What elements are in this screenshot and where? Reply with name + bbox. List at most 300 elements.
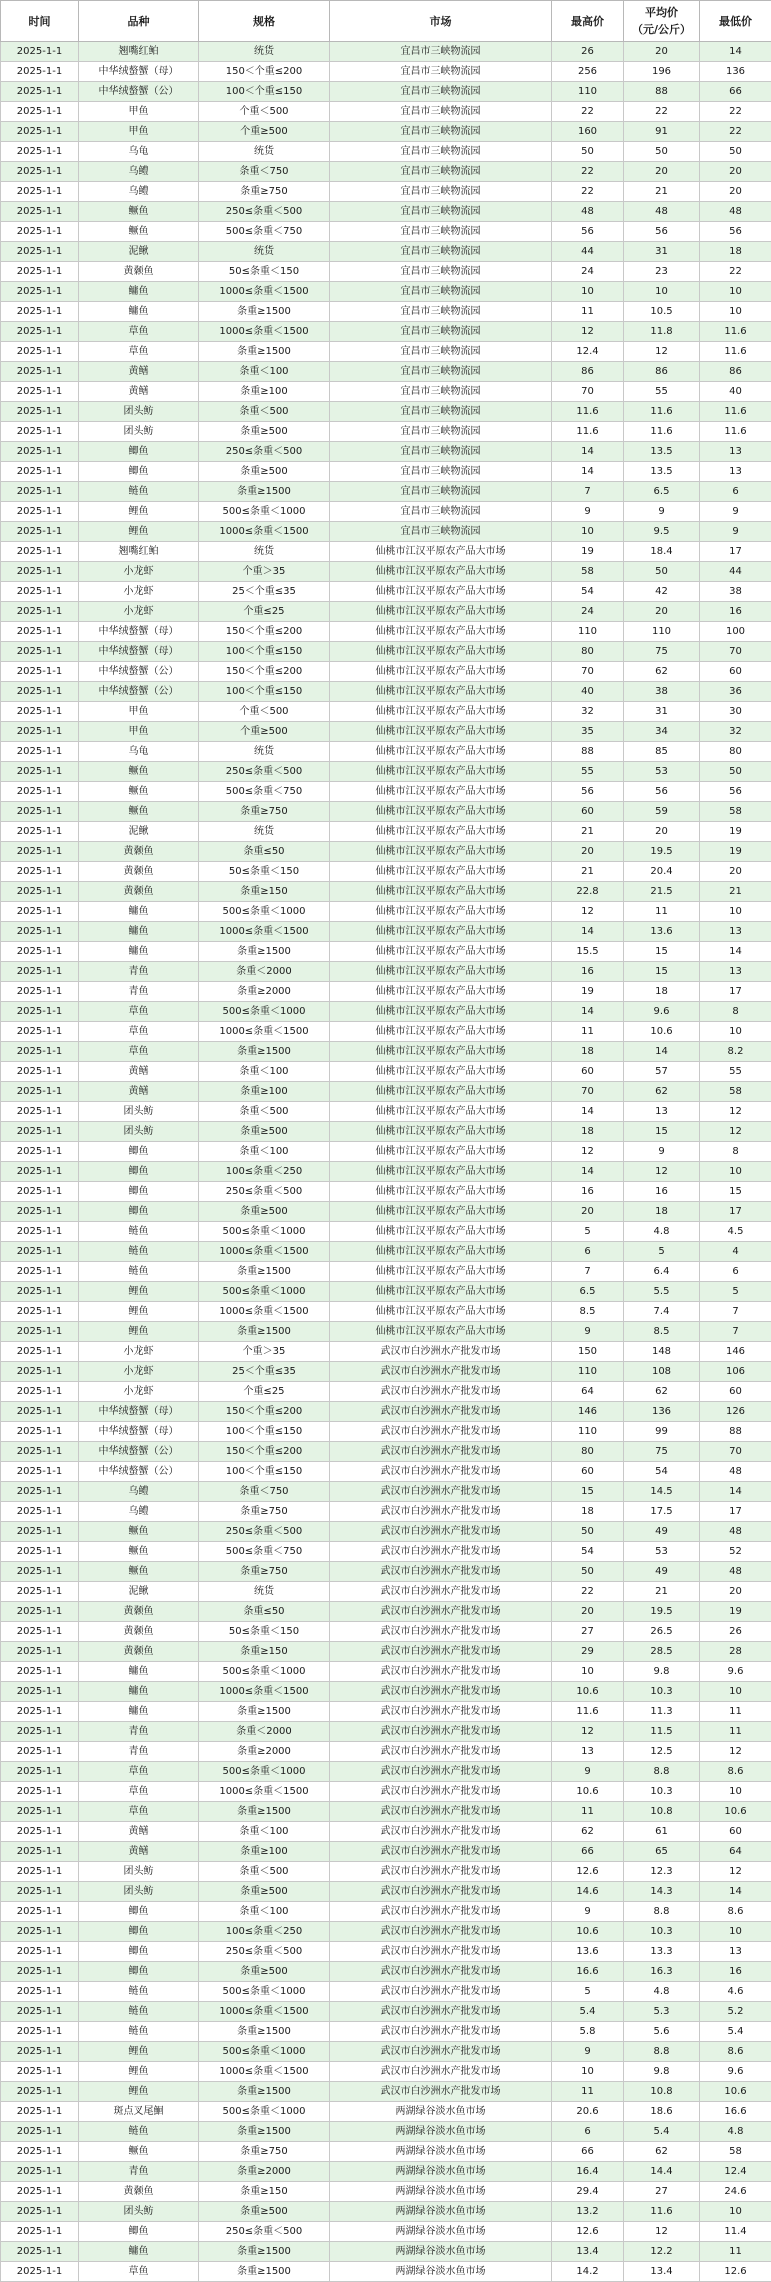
cell-max-price: 21 [552,862,624,882]
cell-time: 2025-1-1 [1,1322,79,1342]
cell-min-price: 60 [700,1382,771,1402]
cell-market: 仙桃市江汉平原农产品大市场 [330,662,552,682]
cell-spec: 条重≥1500 [199,342,330,362]
cell-avg-price: 136 [624,1402,700,1422]
cell-avg-price: 22 [624,102,700,122]
cell-min-price: 106 [700,1362,771,1382]
cell-variety: 小龙虾 [79,562,199,582]
cell-market: 仙桃市江汉平原农产品大市场 [330,1122,552,1142]
cell-avg-price: 18.6 [624,2102,700,2122]
cell-min-price: 4.5 [700,1222,771,1242]
cell-spec: 个重≤25 [199,602,330,622]
table-row [1,1382,771,1402]
cell-variety: 鲤鱼 [79,522,199,542]
cell-spec: 500≤条重＜1000 [199,2102,330,2122]
cell-market: 仙桃市江汉平原农产品大市场 [330,922,552,942]
cell-market: 仙桃市江汉平原农产品大市场 [330,902,552,922]
cell-variety: 鲤鱼 [79,2082,199,2102]
cell-variety: 黄鳝 [79,1062,199,1082]
cell-market: 宜昌市三峡物流园 [330,202,552,222]
cell-time: 2025-1-1 [1,2082,79,2102]
header-row [1,1,771,42]
cell-market: 仙桃市江汉平原农产品大市场 [330,1102,552,1122]
cell-spec: 个重＜500 [199,102,330,122]
cell-spec: 个重＞35 [199,562,330,582]
cell-spec: 500≤条重＜750 [199,222,330,242]
table-row [1,782,771,802]
cell-min-price: 17 [700,542,771,562]
cell-market: 宜昌市三峡物流园 [330,122,552,142]
cell-market: 仙桃市江汉平原农产品大市场 [330,622,552,642]
table-row [1,1082,771,1102]
cell-max-price: 66 [552,1842,624,1862]
cell-variety: 鲫鱼 [79,1942,199,1962]
cell-spec: 条重＜100 [199,1822,330,1842]
cell-avg-price: 4.8 [624,1222,700,1242]
cell-time: 2025-1-1 [1,1342,79,1362]
cell-market: 武汉市白沙洲水产批发市场 [330,1902,552,1922]
table-row [1,502,771,522]
cell-spec: 个重≥500 [199,122,330,142]
cell-spec: 25＜个重≤35 [199,582,330,602]
cell-min-price: 60 [700,1822,771,1842]
cell-max-price: 60 [552,802,624,822]
cell-avg-price: 50 [624,142,700,162]
cell-max-price: 27 [552,1622,624,1642]
cell-avg-price: 10.8 [624,1802,700,1822]
cell-variety: 鳙鱼 [79,1682,199,1702]
table-row [1,1122,771,1142]
cell-time: 2025-1-1 [1,1002,79,1022]
cell-variety: 鲢鱼 [79,482,199,502]
cell-max-price: 13.2 [552,2202,624,2222]
cell-market: 武汉市白沙洲水产批发市场 [330,1502,552,1522]
cell-variety: 鳜鱼 [79,2142,199,2162]
cell-avg-price: 12.3 [624,1862,700,1882]
cell-min-price: 17 [700,1202,771,1222]
cell-time: 2025-1-1 [1,442,79,462]
cell-time: 2025-1-1 [1,1622,79,1642]
table-row [1,462,771,482]
table-row [1,982,771,1002]
cell-time: 2025-1-1 [1,182,79,202]
table-row [1,2182,771,2202]
cell-avg-price: 62 [624,662,700,682]
cell-market: 武汉市白沙洲水产批发市场 [330,1802,552,1822]
table-row [1,322,771,342]
cell-market: 仙桃市江汉平原农产品大市场 [330,702,552,722]
cell-avg-price: 19.5 [624,1602,700,1622]
cell-avg-price: 11.6 [624,402,700,422]
cell-time: 2025-1-1 [1,922,79,942]
cell-avg-price: 23 [624,262,700,282]
cell-max-price: 6.5 [552,1282,624,1302]
cell-market: 仙桃市江汉平原农产品大市场 [330,982,552,1002]
cell-max-price: 150 [552,1342,624,1362]
cell-time: 2025-1-1 [1,1582,79,1602]
cell-variety: 草鱼 [79,1042,199,1062]
cell-time: 2025-1-1 [1,862,79,882]
cell-max-price: 5.8 [552,2022,624,2042]
cell-time: 2025-1-1 [1,1422,79,1442]
table-row [1,242,771,262]
cell-avg-price: 12.5 [624,1742,700,1762]
cell-spec: 条重≥1500 [199,1322,330,1342]
table-row [1,1262,771,1282]
table-row [1,1362,771,1382]
cell-max-price: 16.4 [552,2162,624,2182]
cell-min-price: 10 [700,1922,771,1942]
cell-spec: 条重≥1500 [199,302,330,322]
cell-max-price: 19 [552,982,624,1002]
table-row [1,2062,771,2082]
cell-min-price: 15 [700,1182,771,1202]
table-row [1,1882,771,1902]
cell-time: 2025-1-1 [1,682,79,702]
cell-avg-price: 11.5 [624,1722,700,1742]
cell-min-price: 66 [700,82,771,102]
table-row [1,222,771,242]
cell-avg-price: 11.6 [624,2202,700,2222]
cell-min-price: 18 [700,242,771,262]
cell-min-price: 5.4 [700,2022,771,2042]
cell-variety: 鳙鱼 [79,902,199,922]
cell-variety: 草鱼 [79,1022,199,1042]
cell-market: 仙桃市江汉平原农产品大市场 [330,822,552,842]
cell-market: 武汉市白沙洲水产批发市场 [330,1702,552,1722]
cell-max-price: 26 [552,42,624,62]
cell-variety: 鳙鱼 [79,942,199,962]
cell-avg-price: 6.4 [624,1262,700,1282]
cell-variety: 黄颡鱼 [79,2182,199,2202]
cell-max-price: 110 [552,82,624,102]
cell-time: 2025-1-1 [1,1742,79,1762]
cell-avg-price: 13.5 [624,462,700,482]
cell-avg-price: 14.5 [624,1482,700,1502]
cell-max-price: 14 [552,1002,624,1022]
table-row [1,762,771,782]
cell-time: 2025-1-1 [1,742,79,762]
cell-time: 2025-1-1 [1,1942,79,1962]
cell-spec: 150＜个重≤200 [199,62,330,82]
cell-min-price: 17 [700,1502,771,1522]
cell-min-price: 48 [700,1562,771,1582]
cell-variety: 草鱼 [79,322,199,342]
table-row [1,142,771,162]
cell-max-price: 55 [552,762,624,782]
cell-time: 2025-1-1 [1,1822,79,1842]
cell-min-price: 13 [700,442,771,462]
cell-avg-price: 7.4 [624,1302,700,1322]
cell-spec: 500≤条重＜1000 [199,1662,330,1682]
cell-variety: 泥鳅 [79,1582,199,1602]
cell-avg-price: 13.5 [624,442,700,462]
cell-variety: 中华绒螯蟹（母） [79,642,199,662]
table-row [1,1562,771,1582]
table-row [1,62,771,82]
cell-avg-price: 20 [624,42,700,62]
table-row [1,862,771,882]
table-row [1,122,771,142]
cell-min-price: 5 [700,1282,771,1302]
cell-max-price: 146 [552,1402,624,1422]
cell-time: 2025-1-1 [1,402,79,422]
cell-max-price: 11 [552,1802,624,1822]
table-row [1,1542,771,1562]
cell-min-price: 10 [700,1682,771,1702]
cell-avg-price: 13.6 [624,922,700,942]
table-row [1,902,771,922]
cell-variety: 乌龟 [79,142,199,162]
cell-avg-price: 5.4 [624,2122,700,2142]
cell-min-price: 10.6 [700,1802,771,1822]
cell-variety: 草鱼 [79,1762,199,1782]
cell-spec: 500≤条重＜1000 [199,1002,330,1022]
cell-variety: 鲢鱼 [79,2122,199,2142]
cell-avg-price: 65 [624,1842,700,1862]
cell-time: 2025-1-1 [1,2062,79,2082]
cell-spec: 1000≤条重＜1500 [199,1022,330,1042]
cell-min-price: 10 [700,2202,771,2222]
cell-time: 2025-1-1 [1,582,79,602]
cell-avg-price: 11.3 [624,1702,700,1722]
cell-market: 武汉市白沙洲水产批发市场 [330,1582,552,1602]
cell-spec: 条重≥1500 [199,2262,330,2282]
cell-min-price: 11.6 [700,402,771,422]
cell-market: 宜昌市三峡物流园 [330,422,552,442]
cell-spec: 1000≤条重＜1500 [199,282,330,302]
table-row [1,702,771,722]
cell-variety: 中华绒螯蟹（母） [79,1422,199,1442]
cell-market: 仙桃市江汉平原农产品大市场 [330,1222,552,1242]
cell-variety: 鲫鱼 [79,462,199,482]
table-row [1,482,771,502]
table-row [1,1462,771,1482]
cell-min-price: 13 [700,1942,771,1962]
cell-min-price: 48 [700,1522,771,1542]
cell-max-price: 58 [552,562,624,582]
cell-spec: 条重≤50 [199,842,330,862]
table-row [1,542,771,562]
cell-min-price: 8 [700,1002,771,1022]
cell-time: 2025-1-1 [1,762,79,782]
cell-max-price: 13.4 [552,2242,624,2262]
cell-max-price: 50 [552,142,624,162]
cell-avg-price: 14.3 [624,1882,700,1902]
cell-avg-price: 91 [624,122,700,142]
cell-min-price: 4.6 [700,1982,771,2002]
cell-market: 武汉市白沙洲水产批发市场 [330,1682,552,1702]
cell-market: 两湖绿谷淡水鱼市场 [330,2162,552,2182]
cell-time: 2025-1-1 [1,542,79,562]
cell-max-price: 40 [552,682,624,702]
cell-time: 2025-1-1 [1,1202,79,1222]
cell-time: 2025-1-1 [1,102,79,122]
table-row [1,722,771,742]
cell-min-price: 12.6 [700,2262,771,2282]
cell-variety: 草鱼 [79,1782,199,1802]
cell-variety: 黄颡鱼 [79,882,199,902]
cell-market: 宜昌市三峡物流园 [330,182,552,202]
cell-variety: 鳙鱼 [79,922,199,942]
cell-market: 仙桃市江汉平原农产品大市场 [330,882,552,902]
cell-spec: 条重≥750 [199,802,330,822]
cell-min-price: 19 [700,822,771,842]
cell-spec: 条重＜750 [199,162,330,182]
cell-market: 仙桃市江汉平原农产品大市场 [330,722,552,742]
table-row [1,1042,771,1062]
table-row [1,1162,771,1182]
cell-time: 2025-1-1 [1,282,79,302]
cell-variety: 鳜鱼 [79,782,199,802]
cell-max-price: 110 [552,622,624,642]
cell-min-price: 22 [700,102,771,122]
cell-min-price: 8.6 [700,1762,771,1782]
cell-time: 2025-1-1 [1,1022,79,1042]
cell-market: 武汉市白沙洲水产批发市场 [330,1382,552,1402]
cell-min-price: 16 [700,1962,771,1982]
cell-market: 武汉市白沙洲水产批发市场 [330,1962,552,1982]
cell-min-price: 86 [700,362,771,382]
cell-avg-price: 31 [624,242,700,262]
cell-max-price: 9 [552,1762,624,1782]
cell-time: 2025-1-1 [1,822,79,842]
cell-min-price: 48 [700,1462,771,1482]
cell-avg-price: 13.3 [624,1942,700,1962]
cell-time: 2025-1-1 [1,522,79,542]
cell-spec: 条重≥100 [199,1082,330,1102]
cell-market: 武汉市白沙洲水产批发市场 [330,1862,552,1882]
cell-time: 2025-1-1 [1,2242,79,2262]
cell-market: 宜昌市三峡物流园 [330,342,552,362]
table-row [1,682,771,702]
cell-max-price: 11.6 [552,402,624,422]
cell-min-price: 50 [700,762,771,782]
cell-spec: 1000≤条重＜1500 [199,522,330,542]
cell-variety: 鲢鱼 [79,1242,199,1262]
cell-min-price: 11 [700,2242,771,2262]
table-row [1,1982,771,2002]
cell-time: 2025-1-1 [1,982,79,1002]
table-row [1,1962,771,1982]
cell-spec: 250≤条重＜500 [199,442,330,462]
cell-spec: 1000≤条重＜1500 [199,2002,330,2022]
cell-market: 宜昌市三峡物流园 [330,222,552,242]
table-row [1,1842,771,1862]
cell-min-price: 14 [700,1882,771,1902]
cell-market: 武汉市白沙洲水产批发市场 [330,1982,552,2002]
cell-spec: 条重≥1500 [199,2122,330,2142]
cell-min-price: 20 [700,1582,771,1602]
cell-variety: 中华绒螯蟹（公） [79,1442,199,1462]
cell-variety: 鲫鱼 [79,1142,199,1162]
cell-time: 2025-1-1 [1,42,79,62]
cell-market: 宜昌市三峡物流园 [330,502,552,522]
table-row [1,1142,771,1162]
table-row [1,522,771,542]
cell-spec: 25＜个重≤35 [199,1362,330,1382]
cell-avg-price: 4.8 [624,1982,700,2002]
cell-max-price: 11.6 [552,1702,624,1722]
cell-avg-price: 62 [624,2142,700,2162]
cell-variety: 鳜鱼 [79,802,199,822]
cell-variety: 小龙虾 [79,1342,199,1362]
cell-spec: 条重≥1500 [199,2082,330,2102]
table-row [1,822,771,842]
cell-max-price: 9 [552,502,624,522]
cell-spec: 500≤条重＜1000 [199,902,330,922]
cell-variety: 黄鳝 [79,382,199,402]
cell-spec: 500≤条重＜1000 [199,502,330,522]
cell-spec: 条重≥500 [199,1882,330,1902]
cell-avg-price: 10.8 [624,2082,700,2102]
header-variety: 品种 [79,1,199,42]
table-row [1,202,771,222]
cell-time: 2025-1-1 [1,502,79,522]
table-row [1,1702,771,1722]
cell-time: 2025-1-1 [1,482,79,502]
table-row [1,422,771,442]
cell-max-price: 11 [552,302,624,322]
cell-max-price: 24 [552,602,624,622]
cell-spec: 条重≥2000 [199,982,330,1002]
cell-spec: 500≤条重＜1000 [199,2042,330,2062]
cell-time: 2025-1-1 [1,1042,79,1062]
cell-spec: 统货 [199,242,330,262]
cell-min-price: 11.6 [700,422,771,442]
cell-variety: 草鱼 [79,1802,199,1822]
cell-market: 武汉市白沙洲水产批发市场 [330,1842,552,1862]
cell-time: 2025-1-1 [1,1102,79,1122]
cell-max-price: 7 [552,1262,624,1282]
cell-min-price: 56 [700,782,771,802]
cell-variety: 鳜鱼 [79,202,199,222]
table-row [1,82,771,102]
cell-min-price: 19 [700,1602,771,1622]
cell-min-price: 12 [700,1742,771,1762]
cell-min-price: 70 [700,1442,771,1462]
cell-variety: 乌鳢 [79,182,199,202]
cell-max-price: 15.5 [552,942,624,962]
table-row [1,1582,771,1602]
cell-max-price: 20 [552,1202,624,1222]
cell-time: 2025-1-1 [1,262,79,282]
cell-avg-price: 42 [624,582,700,602]
cell-max-price: 14.6 [552,1882,624,1902]
cell-min-price: 58 [700,802,771,822]
cell-time: 2025-1-1 [1,902,79,922]
cell-time: 2025-1-1 [1,142,79,162]
cell-time: 2025-1-1 [1,342,79,362]
cell-spec: 统货 [199,542,330,562]
table-row [1,342,771,362]
table-row [1,962,771,982]
cell-avg-price: 48 [624,202,700,222]
table-row [1,1602,771,1622]
cell-time: 2025-1-1 [1,622,79,642]
cell-variety: 团头鲂 [79,1122,199,1142]
cell-market: 仙桃市江汉平原农产品大市场 [330,562,552,582]
cell-market: 两湖绿谷淡水鱼市场 [330,2122,552,2142]
cell-variety: 小龙虾 [79,582,199,602]
cell-time: 2025-1-1 [1,1662,79,1682]
cell-time: 2025-1-1 [1,2162,79,2182]
cell-min-price: 60 [700,662,771,682]
cell-min-price: 26 [700,1622,771,1642]
header-avg-price [624,1,700,42]
cell-market: 武汉市白沙洲水产批发市场 [330,1782,552,1802]
cell-market: 仙桃市江汉平原农产品大市场 [330,1282,552,1302]
